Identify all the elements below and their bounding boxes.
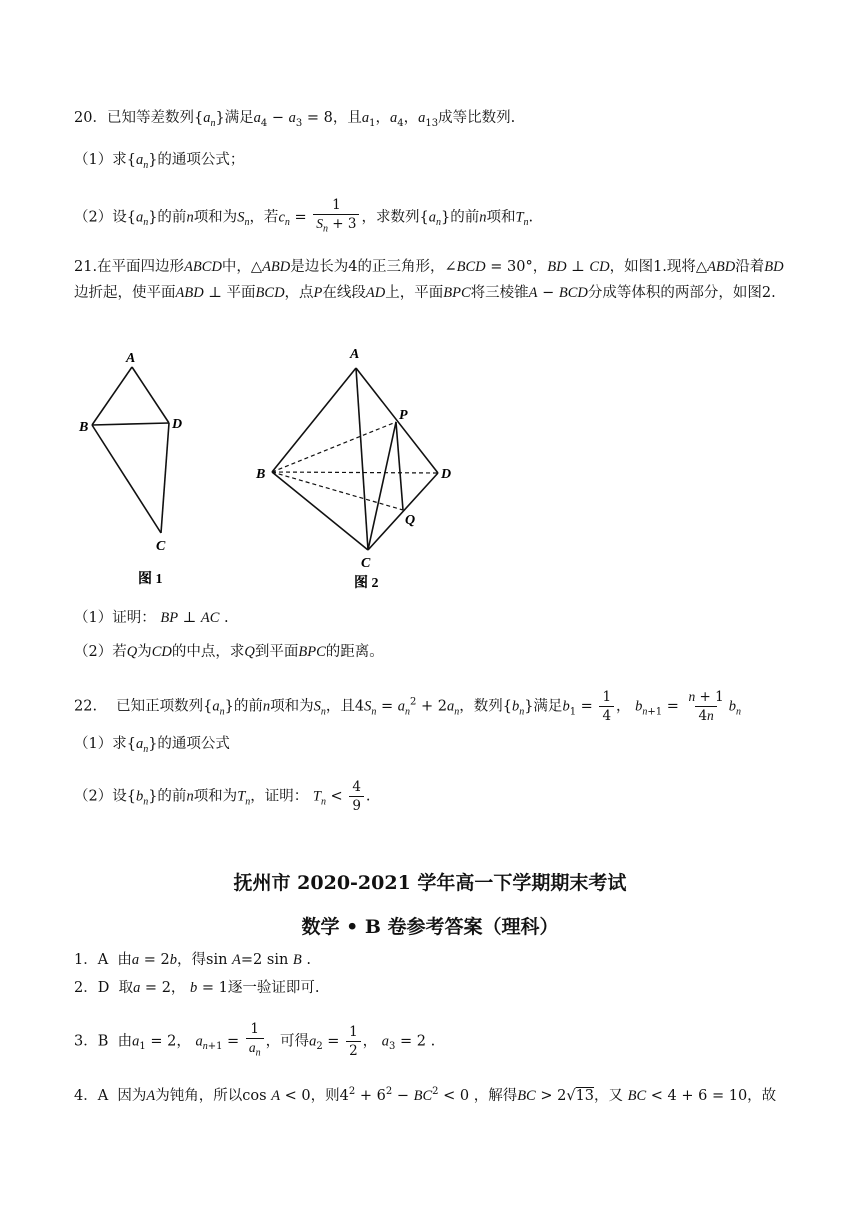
- answer-2-choice: 2．D: [74, 980, 110, 996]
- fig2-edge-BP: [272, 422, 396, 472]
- fig1-label-D: D: [172, 417, 183, 432]
- fig2-label-Q: Q: [405, 513, 416, 528]
- fig1-edge-BC: [92, 425, 161, 533]
- fig1-edge-BD: [92, 423, 169, 425]
- fig1-edge-AB: [92, 367, 132, 425]
- fig1-caption: 图 1: [138, 572, 163, 587]
- problem-20-part-2: （2）设$\{a_n\}$的前n项和为$S_n$，若$c_n$ = $\frac{1}{S_n + 3}$ ，求数列$\{a_n\}$的前n项和$T_n$.: [74, 196, 533, 239]
- answer-4: 4．A 因为A为钝角，所以cos A < 0，则$4^2 + 6^2 - BC^2 < 0$ ，解得BC > 2√13，又 BC < 4 + 6 = 10，故: [74, 1086, 777, 1104]
- answer-3: 3．B 由$a_1 = 2$， $a_{n+1}$ = $\frac{1}{a_n}$ ，可得$a_2$ = $\frac{1}{2}$ ， $a_3 = 2$ .: [74, 1020, 435, 1063]
- fig2-caption: 图 2: [354, 576, 379, 591]
- fig2-label-A: A: [350, 347, 360, 362]
- answer-2: 2．D 取a = 2， b = 1逐一验证即可.: [74, 980, 320, 996]
- problem-21-part-2: （2）若Q为CD的中点，求Q到平面BPC的距离。: [74, 644, 384, 660]
- problem-22-part-1: （1）求$\{a_n\}$的通项公式: [74, 736, 230, 755]
- figure-1: [70, 345, 200, 590]
- fraction-half: $\frac{1}{2}$: [346, 1023, 361, 1060]
- fig2-label-D: D: [441, 467, 452, 482]
- fig1-label-C: C: [156, 539, 166, 554]
- answer-1-choice: 1．A: [74, 952, 109, 968]
- answer-subtitle: 数学 • B 卷参考答案（理科）: [301, 916, 559, 938]
- problem-20-part-1: （1）求$\{a_n\}$的通项公式；: [74, 152, 245, 171]
- fig1-label-A: A: [126, 351, 136, 366]
- fraction-bn1: $\frac{n + 1}{4n}$: [688, 689, 724, 724]
- problem-20-stem: 20．已知等差数列$\{a_n\}$满足$a_4 - a_3 = 8$，且$a_1$，$a_4$，$a_{13}$成等比数列.: [74, 110, 516, 129]
- fig2-label-P: P: [399, 408, 408, 423]
- fig2-edge-CD: [368, 473, 438, 550]
- fig1-edge-DC: [161, 423, 169, 533]
- answer-1: 1．A 由a = 2b，得sin A=2 sin B .: [74, 952, 311, 968]
- answer-4-choice: 4．A: [74, 1087, 109, 1104]
- fig1-edge-AD: [132, 367, 169, 423]
- fig2-label-C: C: [361, 556, 371, 571]
- fig2-edge-PQ: [396, 422, 403, 510]
- problem-22-part-2: （2）设$\{b_n\}$的前n项和为$T_n$，证明： $T_n$ < $\frac{4}{9}$ .: [74, 779, 371, 814]
- problem-21-stem: 21.在平面四边形ABCD中，△ABD是边长为4的正三角形，∠BCD = 30°，BD ⊥ CD，如图1.现将△ABD沿着BD边折起，使平面ABD ⊥ 平面BCD，点P在线段AD上，平面BPC将三棱锥A − BCD分成等体积的两部分，如图2.: [74, 259, 784, 301]
- fig2-edge-PC: [368, 422, 396, 550]
- problem-22-stem: 22. 已知正项数列$\{a_n\}$的前n项和为$S_n$，且$4S_n = a_n^2 + 2a_n$，数列$\{b_n\}$满足$b_1$ = $\frac{1}{4}$ ， $b_{n+1}$ = $\frac{n + 1}{4n}$ $b_n$: [74, 689, 741, 724]
- fraction-b1: $\frac{1}{4}$: [599, 688, 614, 725]
- problem-21-part-1: （1）证明： BP ⊥ AC .: [74, 610, 229, 626]
- fig2-edge-BD: [272, 472, 438, 473]
- fig1-label-B: B: [79, 420, 89, 435]
- answer-title: 抚州市 2020-2021 学年高一下学期期末考试: [233, 872, 627, 894]
- fig2-edge-AD: [356, 368, 438, 473]
- answer-3-choice: 3．B: [74, 1033, 109, 1050]
- fraction-an: $\frac{1}{a_n}$: [246, 1020, 264, 1063]
- figure-2: [250, 342, 465, 594]
- fig2-label-B: B: [256, 467, 266, 482]
- fig2-edge-AC: [356, 368, 368, 550]
- fig2-edge-BC: [272, 472, 368, 550]
- fraction-4-9: $\frac{4}{9}$: [349, 778, 364, 815]
- fraction-cn: $\frac{1}{S_n + 3}$: [313, 196, 359, 239]
- fig2-edge-AB: [272, 368, 356, 472]
